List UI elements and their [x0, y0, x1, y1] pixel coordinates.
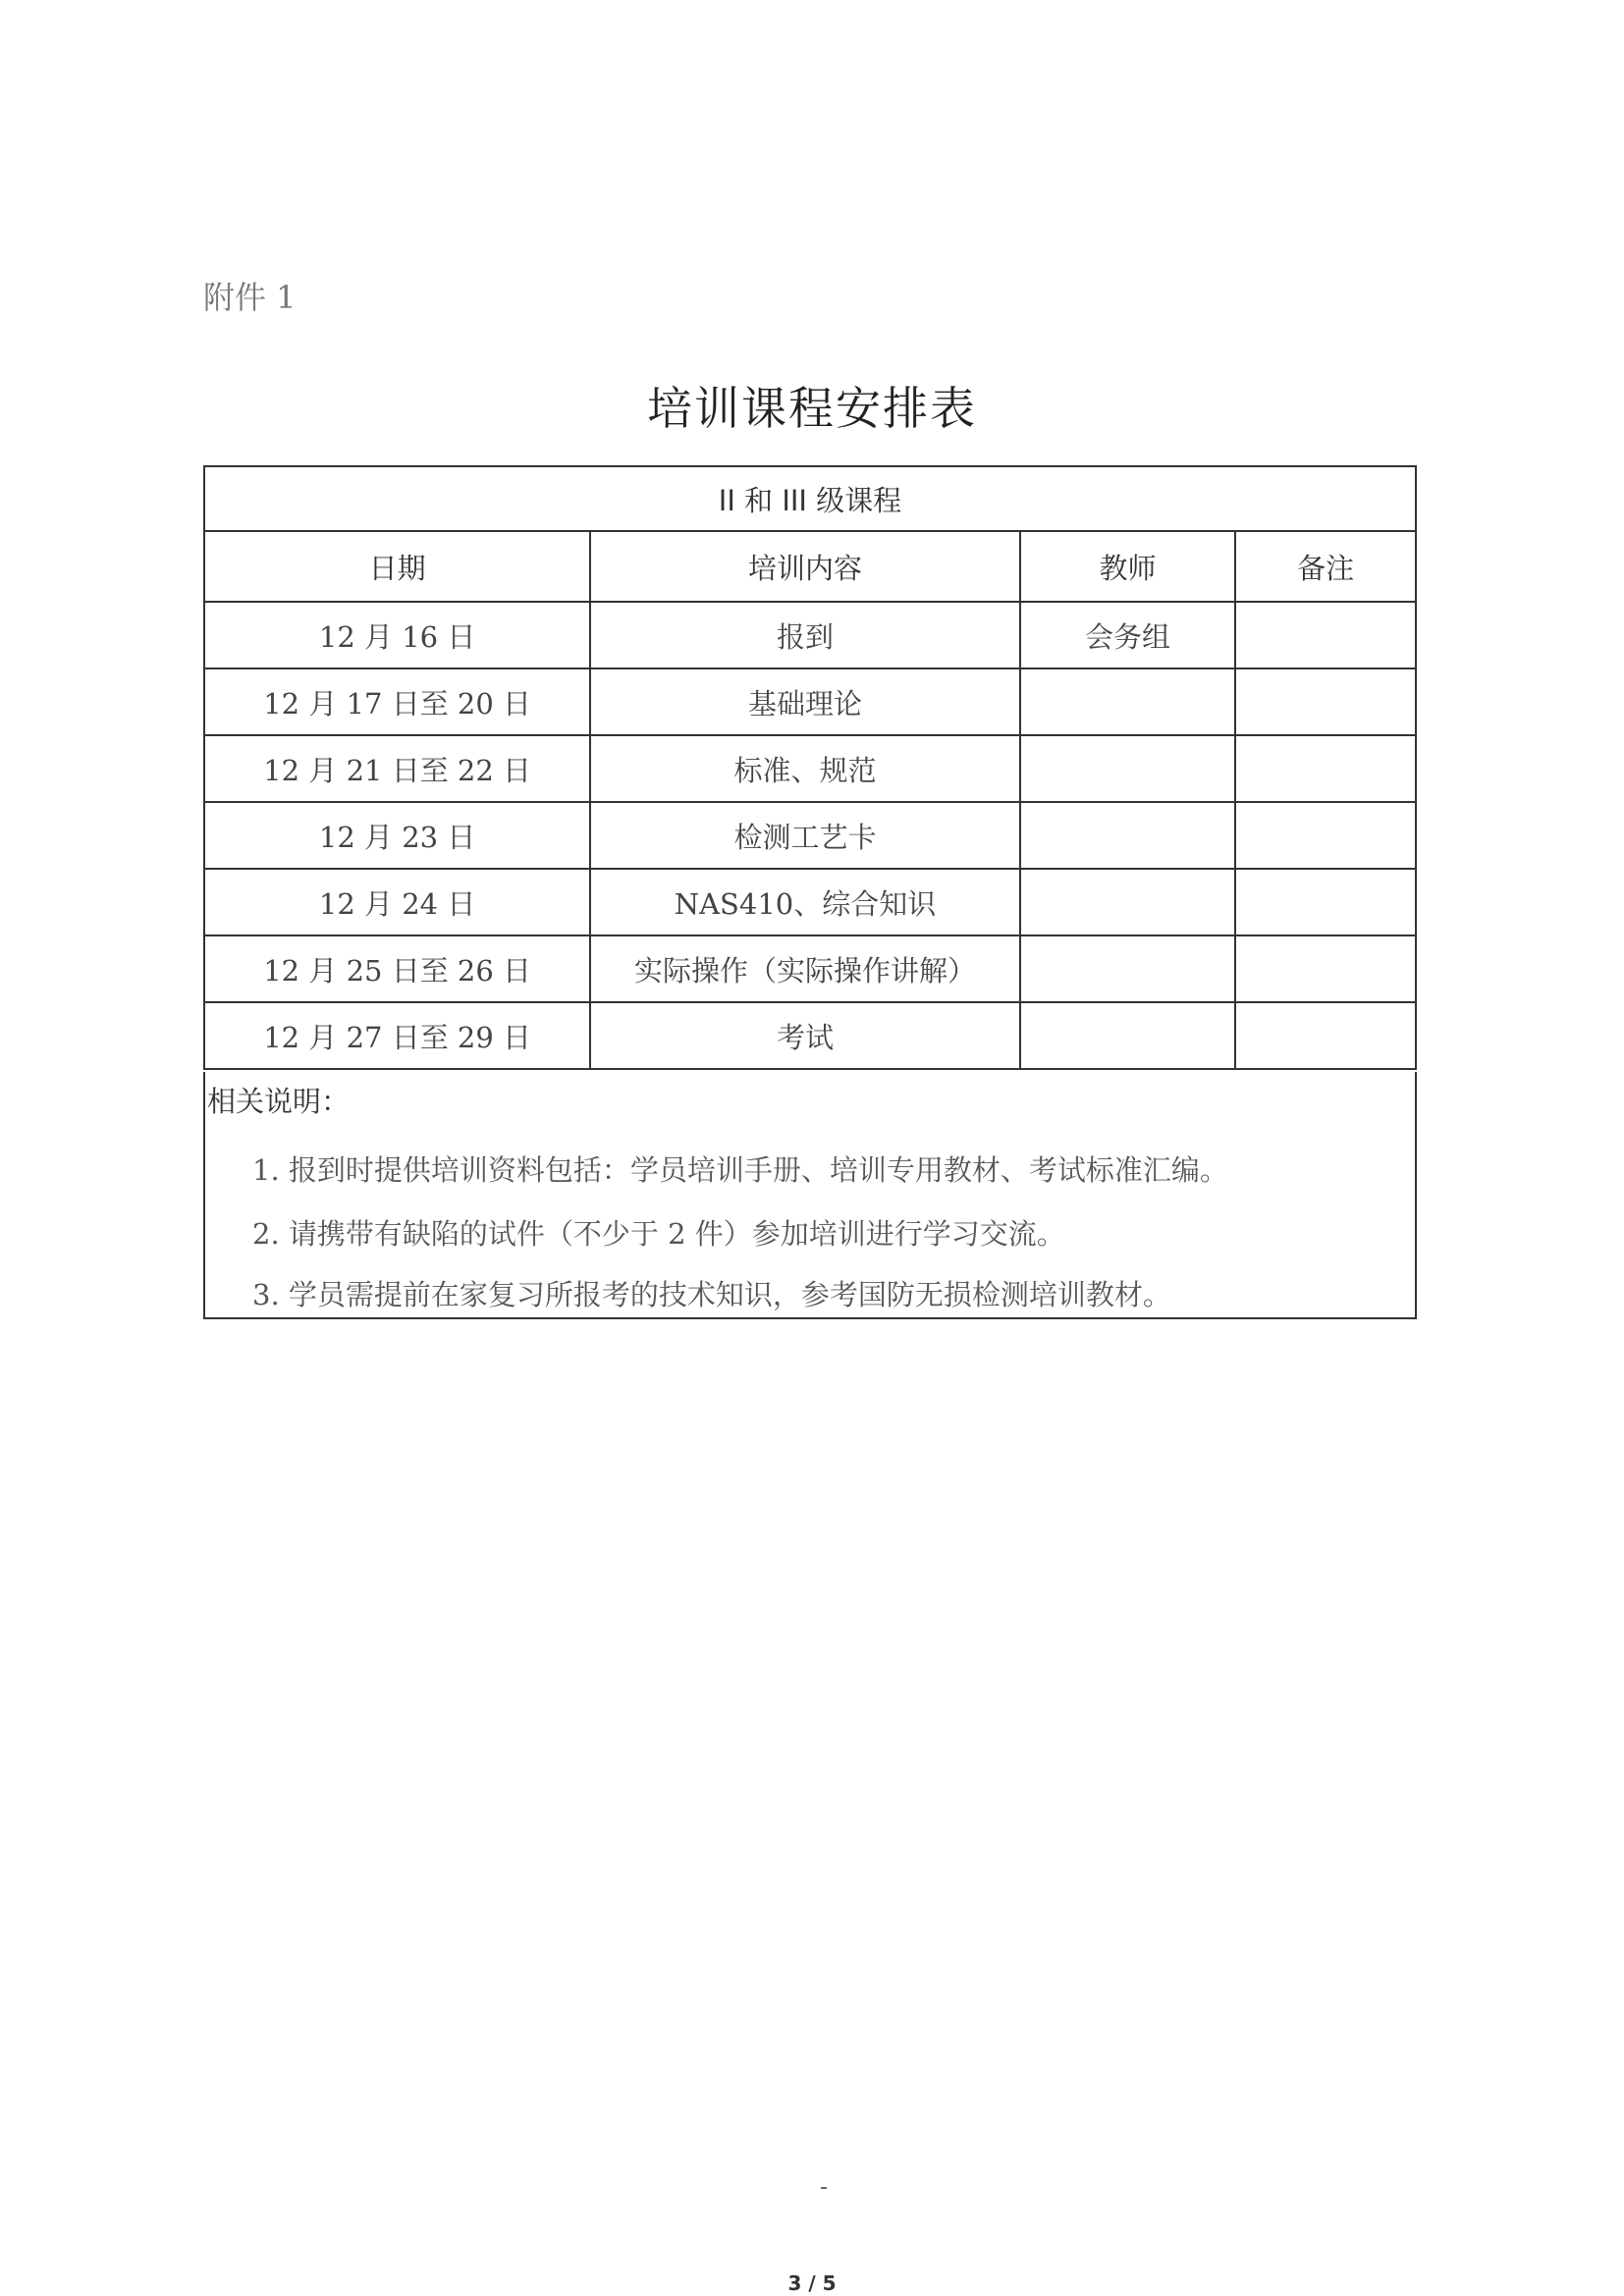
cell-remarks: [1235, 1002, 1416, 1069]
cell-content: 基础理论: [590, 668, 1019, 735]
cell-teacher: 会务组: [1020, 602, 1236, 668]
header-remarks: 备注: [1235, 531, 1416, 602]
scan-mark: [821, 2187, 827, 2189]
cell-teacher: [1020, 935, 1236, 1002]
table-row: [204, 869, 1416, 935]
cell-date: 12 月 24 日: [204, 869, 590, 935]
cell-content: 报到: [590, 602, 1019, 668]
cell-content: 实际操作（实际操作讲解）: [590, 935, 1019, 1002]
schedule-table: [203, 465, 1417, 1070]
cell-remarks: [1235, 802, 1416, 869]
cell-date: 12 月 25 日至 26 日: [204, 935, 590, 1002]
notes-title: 相关说明：: [207, 1085, 351, 1118]
cell-teacher: [1020, 1002, 1236, 1069]
page-indicator: 3 / 5: [787, 2271, 837, 2295]
attachment-label: 附件 1: [203, 279, 297, 316]
table-row: [204, 668, 1416, 735]
cell-date: 12 月 17 日至 20 日: [204, 668, 590, 735]
cell-remarks: [1235, 602, 1416, 668]
table-row: [204, 935, 1416, 1002]
cell-teacher: [1020, 869, 1236, 935]
cell-content: 检测工艺卡: [590, 802, 1019, 869]
header-content: 培训内容: [590, 531, 1019, 602]
header-date: 日期: [204, 531, 590, 602]
document-title: 培训课程安排表: [647, 382, 977, 435]
note-item: 2. 请携带有缺陷的试件（不少于 2 件）参加培训进行学习交流。: [252, 1217, 1065, 1251]
table-row: [204, 802, 1416, 869]
header-teacher: 教师: [1020, 531, 1236, 602]
cell-date: 12 月 16 日: [204, 602, 590, 668]
note-item: 1. 报到时提供培训资料包括：学员培训手册、培训专用教材、考试标准汇编。: [252, 1153, 1228, 1187]
table-caption: II 和 III 级课程: [204, 466, 1416, 531]
cell-content: 标准、规范: [590, 735, 1019, 802]
cell-date: 12 月 23 日: [204, 802, 590, 869]
cell-date: 12 月 21 日至 22 日: [204, 735, 590, 802]
cell-date: 12 月 27 日至 29 日: [204, 1002, 590, 1069]
cell-teacher: [1020, 668, 1236, 735]
cell-content: NAS410、综合知识: [590, 869, 1019, 935]
table-row: [204, 1002, 1416, 1069]
cell-teacher: [1020, 802, 1236, 869]
cell-content: 考试: [590, 1002, 1019, 1069]
table-row: [204, 735, 1416, 802]
cell-remarks: [1235, 869, 1416, 935]
notes-section: [203, 1072, 1417, 1319]
cell-remarks: [1235, 735, 1416, 802]
table-row: [204, 602, 1416, 668]
cell-remarks: [1235, 935, 1416, 1002]
note-item: 3. 学员需提前在家复习所报考的技术知识，参考国防无损检测培训教材。: [252, 1278, 1171, 1311]
cell-teacher: [1020, 735, 1236, 802]
cell-remarks: [1235, 668, 1416, 735]
